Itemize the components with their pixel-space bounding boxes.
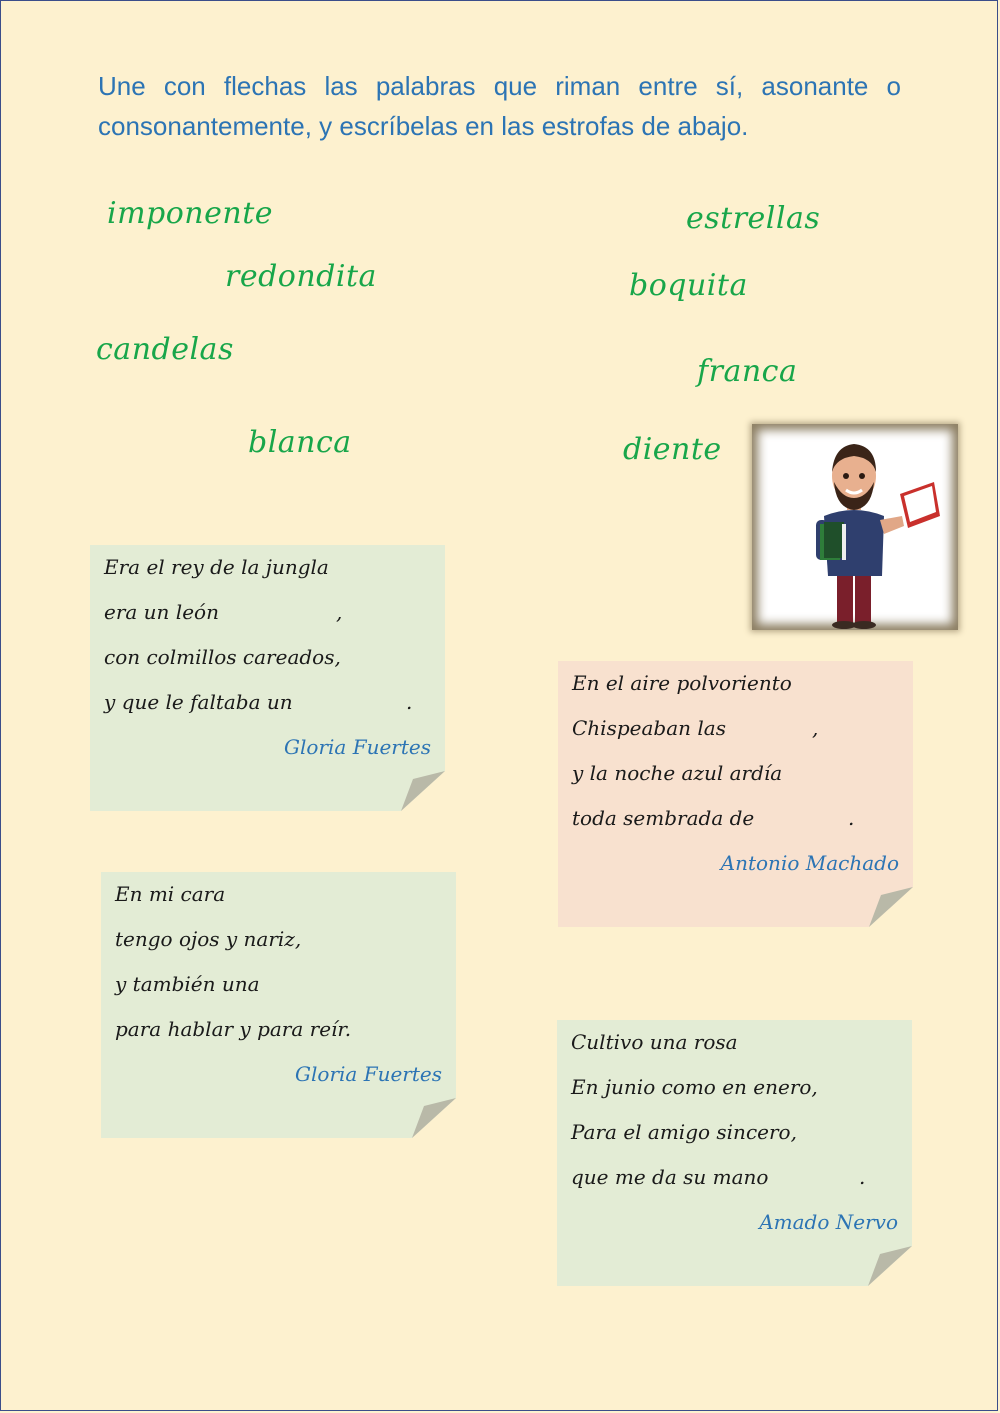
word-candelas[interactable]: candelas — [96, 332, 234, 367]
poem-1-author: Gloria Fuertes — [284, 735, 431, 759]
poem-4-line-3: Para el amigo sincero, — [571, 1120, 797, 1144]
word-franca[interactable]: franca — [697, 354, 798, 389]
instructions-text: Une con flechas las palabras que riman entre sí, asonante o consonantemente, y escríbelas en las estrofas de abajo. — [98, 71, 901, 141]
poem-3-line-2: tengo ojos y nariz, — [115, 927, 302, 951]
poem-1-line-1: Era el rey de la jungla — [104, 555, 329, 579]
poem-2-line-3: y la noche azul ardía — [572, 761, 783, 785]
page-curl-icon — [401, 771, 445, 811]
avatar-frame — [752, 424, 958, 630]
poem-1-line-2: era un león — [104, 600, 219, 624]
word-boquita[interactable]: boquita — [629, 268, 748, 303]
page-curl-icon — [869, 887, 913, 927]
poem-2-line-2: Chispeaban las — [572, 716, 726, 740]
poem-1-line-3: con colmillos careados, — [104, 645, 341, 669]
teacher-avatar-icon — [752, 424, 958, 630]
page-curl-icon — [868, 1246, 912, 1286]
poem-1-blank-1-punct: , — [336, 600, 343, 624]
poem-4-line-4: que me da su mano — [571, 1165, 769, 1189]
page-curl-icon — [412, 1098, 456, 1138]
poem-2-blank-2-punct: . — [848, 806, 855, 830]
poem-card-4 — [557, 1020, 912, 1286]
poem-card-1 — [90, 545, 445, 811]
word-diente[interactable]: diente — [623, 432, 722, 467]
poem-2-author: Antonio Machado — [720, 851, 899, 875]
poem-card-3 — [101, 872, 456, 1138]
poem-card-2 — [558, 661, 913, 927]
poem-3-line-3: y también una — [115, 972, 260, 996]
poem-1-blank-2-punct: . — [406, 690, 413, 714]
word-imponente[interactable]: imponente — [107, 196, 274, 231]
poem-3-author: Gloria Fuertes — [295, 1062, 442, 1086]
poem-2-line-1: En el aire polvoriento — [572, 671, 792, 695]
poem-4-blank-1-punct: . — [859, 1165, 866, 1189]
poem-2-blank-1-punct: , — [812, 716, 819, 740]
poem-3-line-4: para hablar y para reír. — [115, 1017, 352, 1041]
poem-4-line-2: En junio como en enero, — [571, 1075, 818, 1099]
poem-4-line-1: Cultivo una rosa — [571, 1030, 738, 1054]
poem-3-line-1: En mi cara — [115, 882, 226, 906]
word-redondita[interactable]: redondita — [225, 259, 377, 294]
poem-1-line-4: y que le faltaba un — [104, 690, 293, 714]
poem-4-author: Amado Nervo — [759, 1210, 898, 1234]
word-estrellas[interactable]: estrellas — [686, 201, 821, 236]
poem-2-line-4: toda sembrada de — [572, 806, 755, 830]
word-blanca[interactable]: blanca — [248, 425, 352, 460]
